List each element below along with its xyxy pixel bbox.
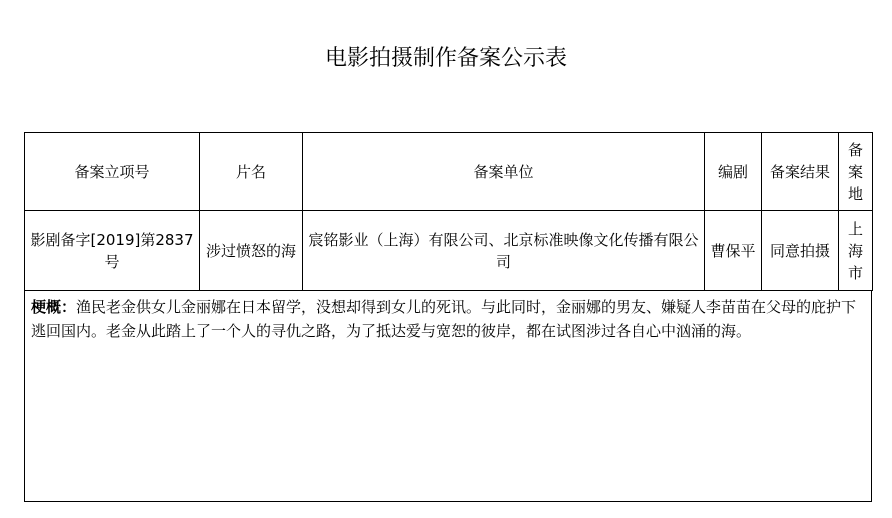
header-result: 备案结果 bbox=[762, 133, 839, 211]
record-table bbox=[24, 132, 873, 291]
cell-screenwriter: 曹保平 bbox=[705, 211, 762, 291]
header-place: 备案地 bbox=[839, 133, 873, 211]
cell-result: 同意拍摄 bbox=[762, 211, 839, 291]
cell-record-no: 影剧备字[2019]第2837号 bbox=[25, 211, 200, 291]
table-header-row bbox=[25, 133, 873, 211]
table-row bbox=[25, 211, 873, 291]
header-screenwriter: 编剧 bbox=[705, 133, 762, 211]
cell-place: 上海市 bbox=[839, 211, 873, 291]
header-film-name: 片名 bbox=[200, 133, 303, 211]
header-unit: 备案单位 bbox=[303, 133, 705, 211]
summary-label: 梗概： bbox=[31, 298, 77, 316]
summary-box bbox=[24, 290, 872, 502]
cell-unit: 宸铭影业（上海）有限公司、北京标准映像文化传播有限公司 bbox=[303, 211, 705, 291]
page-title: 电影拍摄制作备案公示表 bbox=[324, 46, 567, 71]
cell-film-name: 涉过愤怒的海 bbox=[200, 211, 303, 291]
header-record-no: 备案立项号 bbox=[25, 133, 200, 211]
summary-text: 渔民老金供女儿金丽娜在日本留学，没想却得到女儿的死讯。与此同时，金丽娜的男友、嫌疑人李苗苗在父母的庇护下逃回国内。老金从此踏上了一个人的寻仇之路，为了抵达爱与宽恕的彼岸，都在试图涉过各自心中汹涌的海。 bbox=[31, 298, 857, 340]
